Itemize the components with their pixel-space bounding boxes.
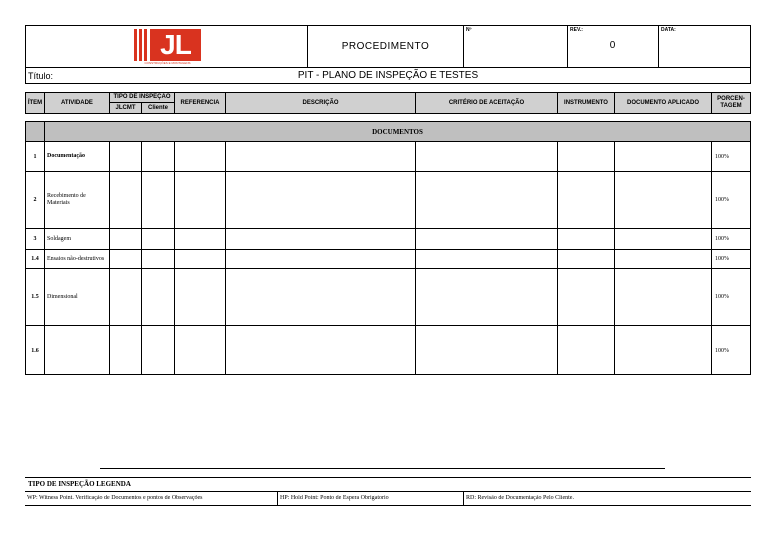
signature-line (100, 468, 665, 469)
col-item: ÍTEM (26, 93, 45, 113)
row-cell (142, 229, 175, 249)
col-criterio: CRITÉRIO DE ACEITAÇÃO (416, 93, 558, 113)
row-percentage: 100% (715, 256, 729, 262)
row-activity: Documentação (45, 142, 110, 171)
row-cell (416, 172, 558, 228)
row-cell (142, 269, 175, 325)
procedure-cell (308, 26, 464, 67)
col-documento: DOCUMENTO APLICADO (615, 93, 712, 113)
col-referencia: REFERENCIA (175, 93, 226, 113)
row-activity: Recebimento de Materiais (45, 172, 110, 228)
row-activity: Dimensional (45, 269, 110, 325)
row-cell (226, 269, 416, 325)
row-cell (558, 229, 615, 249)
row-item-number: 1 (26, 142, 45, 171)
col-instrumento: INSTRUMENTO (558, 93, 615, 113)
rev-value: 0 (609, 40, 616, 51)
section-row (26, 122, 750, 142)
row-cell (615, 269, 712, 325)
col-porcentagem: PORCEN-TAGEM (717, 96, 745, 109)
row-item-number: 1.4 (26, 250, 45, 268)
row-cell (142, 250, 175, 268)
col-atividade: ATIVIDADE (45, 93, 110, 113)
row-activity: Ensaios não-destrutivos (45, 250, 110, 268)
row-percentage: 100% (715, 236, 729, 242)
document-header (25, 25, 751, 68)
row-cell (558, 269, 615, 325)
row-cell (110, 229, 142, 249)
col-cliente: Cliente (147, 104, 168, 111)
date-label: DATA: (661, 27, 676, 33)
row-cell (175, 326, 226, 375)
row-cell (615, 326, 712, 375)
table-row (26, 269, 750, 326)
col-jlcmt: JLCMT (110, 103, 142, 113)
row-cell (142, 142, 175, 171)
row-cell (416, 142, 558, 171)
row-item-number: 1.5 (26, 269, 45, 325)
row-cell (226, 250, 416, 268)
col-tipo-inspecao (110, 93, 175, 113)
row-cell (615, 142, 712, 171)
legend-hp: HP: Hold Point: Ponto de Espera Obrigatorio (280, 495, 389, 501)
number-label: Nº (466, 27, 472, 33)
row-cell (175, 250, 226, 268)
row-cell (558, 326, 615, 375)
date-cell (659, 26, 750, 67)
column-header (25, 92, 751, 114)
row-cell (226, 172, 416, 228)
row-cell (226, 142, 416, 171)
row-cell (110, 326, 142, 375)
row-percentage: 100% (715, 347, 729, 354)
legend-wp: WP: Witness Point. Verificação de Documentos e pontos de Observações (27, 495, 203, 501)
table-row (26, 250, 750, 269)
inspection-table (25, 121, 751, 375)
row-cell (175, 142, 226, 171)
row-cell (110, 142, 142, 171)
rev-cell (568, 26, 659, 67)
row-cell (226, 326, 416, 375)
legend-rd: RD: Revisão de Documentação Pelo Cliente. (466, 495, 574, 501)
row-cell (416, 229, 558, 249)
row-cell (416, 326, 558, 375)
document-title: PIT - PLANO DE INSPEÇÃO E TESTES (297, 70, 479, 81)
row-item-number: 1.6 (26, 326, 45, 375)
section-title: DOCUMENTOS (45, 122, 750, 141)
row-percentage: 100% (715, 153, 729, 160)
table-row (26, 172, 750, 229)
row-activity: Soldagem (45, 229, 110, 249)
logo-cell (26, 26, 308, 67)
row-item-number: 3 (26, 229, 45, 249)
row-cell (175, 229, 226, 249)
procedure-label: PROCEDIMENTO (341, 41, 430, 52)
legend-block (25, 477, 751, 506)
logo-text: JL (150, 29, 201, 61)
table-row (26, 326, 750, 375)
row-cell (142, 172, 175, 228)
row-cell (226, 229, 416, 249)
company-logo (134, 29, 201, 65)
title-label: Título: (28, 71, 54, 81)
title-row (25, 67, 751, 84)
row-cell (175, 172, 226, 228)
row-percentage: 100% (715, 197, 729, 203)
logo-tagline: CONSTRUÇÕES E MONTAGENS (144, 61, 191, 65)
row-cell (142, 326, 175, 375)
row-activity (45, 326, 110, 375)
row-cell (615, 229, 712, 249)
legend-title: TIPO DE INSPEÇÃO LEGENDA (28, 480, 131, 488)
row-item-number: 2 (26, 172, 45, 228)
rev-label: REV.: (570, 27, 583, 33)
row-cell (416, 250, 558, 268)
row-cell (558, 142, 615, 171)
row-cell (416, 269, 558, 325)
row-cell (110, 250, 142, 268)
row-cell (615, 172, 712, 228)
row-cell (175, 269, 226, 325)
table-row (26, 229, 750, 250)
row-cell (110, 172, 142, 228)
tipo-inspecao-label: TIPO DE INSPEÇÃO (110, 93, 174, 103)
row-cell (110, 269, 142, 325)
number-cell (464, 26, 568, 67)
row-cell (615, 250, 712, 268)
row-cell (558, 172, 615, 228)
row-cell (558, 250, 615, 268)
col-descricao: DESCRIÇÃO (226, 93, 416, 113)
table-row (26, 142, 750, 172)
row-percentage: 100% (715, 294, 729, 300)
